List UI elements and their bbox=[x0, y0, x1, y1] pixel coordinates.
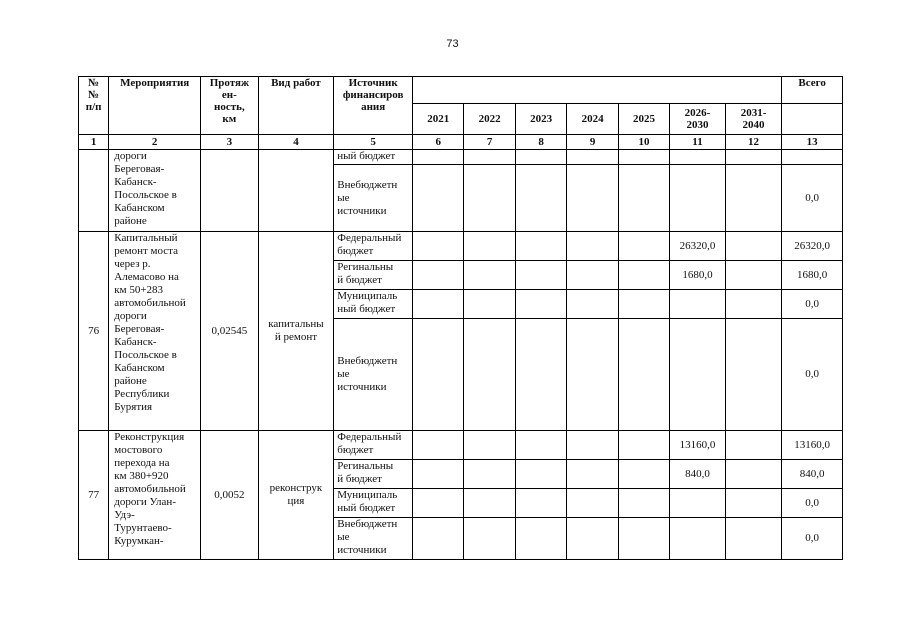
value-2026-2030 bbox=[670, 150, 726, 165]
header-year-2025: 2025 bbox=[618, 104, 669, 135]
item-length: 0,02545 bbox=[201, 232, 259, 431]
value-total: 13160,0 bbox=[782, 431, 843, 460]
page-number: 73 bbox=[446, 38, 459, 50]
value-total: 0,0 bbox=[782, 319, 843, 431]
funding-source: ный бюджет bbox=[334, 150, 413, 165]
column-number: 10 bbox=[618, 135, 669, 150]
header-year-2026-2030: 2026- 2030 bbox=[670, 104, 726, 135]
column-number: 11 bbox=[670, 135, 726, 150]
value-2026-2030 bbox=[670, 518, 726, 560]
item-description: Капитальный ремонт моста через р. Алемасово на км 50+283 автомобильной дороги Береговая- Кабанск- Посольское в Кабанском районе Республики Бурятия bbox=[109, 232, 201, 431]
item-length-cell bbox=[201, 150, 259, 232]
header-work-type: Вид работ bbox=[258, 77, 334, 135]
column-number-row bbox=[79, 135, 843, 150]
header-year-2022: 2022 bbox=[464, 104, 515, 135]
value-total: 1680,0 bbox=[782, 261, 843, 290]
column-number: 9 bbox=[567, 135, 618, 150]
value-total: 0,0 bbox=[782, 290, 843, 319]
value-total bbox=[782, 150, 843, 165]
value-total: 0,0 bbox=[782, 489, 843, 518]
header-year-2021: 2021 bbox=[412, 104, 463, 135]
column-number: 5 bbox=[334, 135, 413, 150]
value-2026-2030: 840,0 bbox=[670, 460, 726, 489]
table-row bbox=[79, 232, 843, 261]
item-work-type-cell bbox=[258, 150, 334, 232]
funding-source: Внебюджетн ые источники bbox=[334, 319, 413, 431]
column-number: 13 bbox=[782, 135, 843, 150]
value-2026-2030 bbox=[670, 489, 726, 518]
value-2026-2030 bbox=[670, 165, 726, 232]
header-total: Всего bbox=[782, 77, 843, 104]
funding-source: Муниципаль ный бюджет bbox=[334, 489, 413, 518]
header-year-2031-2040: 2031- 2040 bbox=[725, 104, 782, 135]
header-measures: Мероприятия bbox=[109, 77, 201, 135]
header-length: Протяж ен- ность, км bbox=[201, 77, 259, 135]
item-work-type: реконструк ция bbox=[258, 431, 334, 560]
value-total: 0,0 bbox=[782, 165, 843, 232]
value-total: 840,0 bbox=[782, 460, 843, 489]
value-2026-2030: 26320,0 bbox=[670, 232, 726, 261]
item-num: 77 bbox=[79, 431, 109, 560]
funding-source: Регинальны й бюджет bbox=[334, 460, 413, 489]
column-number: 2 bbox=[109, 135, 201, 150]
column-number: 3 bbox=[201, 135, 259, 150]
funding-source: Муниципаль ный бюджет bbox=[334, 290, 413, 319]
value-2026-2030: 13160,0 bbox=[670, 431, 726, 460]
column-number: 4 bbox=[258, 135, 334, 150]
item-work-type: капитальны й ремонт bbox=[258, 232, 334, 431]
column-number: 1 bbox=[79, 135, 109, 150]
header-year-2024: 2024 bbox=[567, 104, 618, 135]
table-row bbox=[79, 150, 843, 165]
item-description: дороги Береговая- Кабанск- Посольское в Кабанском районе bbox=[109, 150, 201, 232]
value-total: 0,0 bbox=[782, 518, 843, 560]
funding-source: Федеральный бюджет bbox=[334, 431, 413, 460]
header-years-group bbox=[412, 77, 781, 104]
financing-table bbox=[78, 76, 843, 560]
header-total-blank bbox=[782, 104, 843, 135]
funding-source: Внебюджетн ые источники bbox=[334, 165, 413, 232]
value-total: 26320,0 bbox=[782, 232, 843, 261]
table-row bbox=[79, 431, 843, 460]
item-num: 76 bbox=[79, 232, 109, 431]
funding-source: Федеральный бюджет bbox=[334, 232, 413, 261]
column-number: 12 bbox=[725, 135, 782, 150]
header-year-2023: 2023 bbox=[515, 104, 566, 135]
column-number: 8 bbox=[515, 135, 566, 150]
column-number: 6 bbox=[412, 135, 463, 150]
value-2026-2030 bbox=[670, 290, 726, 319]
header-num: № № п/п bbox=[79, 77, 109, 135]
value-2026-2030 bbox=[670, 319, 726, 431]
item-description: Реконструкция мостового перехода на км 380+920 автомобильной дороги Улан- Удэ- Турунтаево- Курумкан- bbox=[109, 431, 201, 560]
funding-source: Внебюджетн ые источники bbox=[334, 518, 413, 560]
item-num-cell bbox=[79, 150, 109, 232]
value-2026-2030: 1680,0 bbox=[670, 261, 726, 290]
funding-source: Регинальны й бюджет bbox=[334, 261, 413, 290]
header-source: Источник финансиров ания bbox=[334, 77, 413, 135]
item-length: 0,0052 bbox=[201, 431, 259, 560]
column-number: 7 bbox=[464, 135, 515, 150]
